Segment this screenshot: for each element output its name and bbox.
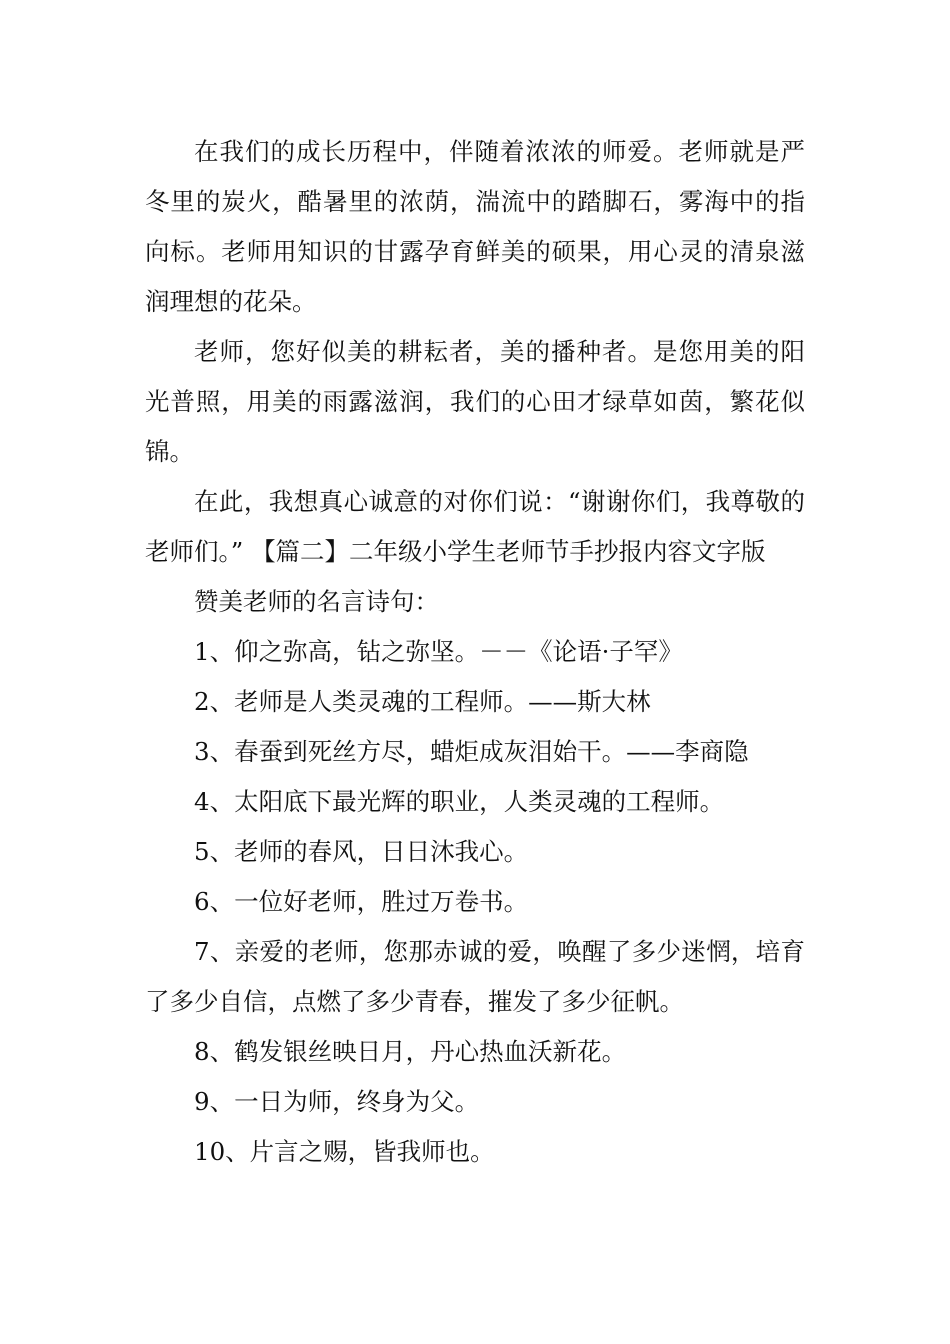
quote-item-9: 9、一日为师，终身为父。 [194,1087,480,1116]
quote-item-3: 3、春蚕到死丝方尽，蜡炬成灰泪始干。——李商隐 [194,737,749,766]
quotes-heading: 赞美老师的名言诗句： [194,587,439,616]
quote-item-1: 1、仰之弥高，钻之弥坚。－－《论语·子罕》 [194,637,683,666]
paragraph-teacher-cultivator: 老师，您好似美的耕耘者，美的播种者。是您用美的阳光普照，用美的雨露滋润，我们的心田才绿草如茵，繁花似锦。 [145,337,805,466]
quote-item-6: 6、一位好老师，胜过万卷书。 [194,887,529,916]
paragraph-thanks-and-section-title: 在此，我想真心诚意的对你们说：“谢谢你们，我尊敬的老师们。” 【篇二】二年级小学生老师节手抄报内容文字版 [145,487,805,566]
quote-item-8: 8、鹤发银丝映日月，丹心热血沃新花。 [194,1037,627,1066]
quote-item-10: 10、片言之赐，皆我师也。 [194,1137,495,1166]
quote-item-5: 5、老师的春风，日日沐我心。 [194,837,529,866]
quote-item-4: 4、太阳底下最光辉的职业，人类灵魂的工程师。 [194,787,725,816]
paragraph-teacher-love: 在我们的成长历程中，伴随着浓浓的师爱。老师就是严冬里的炭火，酷暑里的浓荫，湍流中的踏脚石，雾海中的指向标。老师用知识的甘露孕育鲜美的硕果，用心灵的清泉滋润理想的花朵。 [145,137,805,316]
quote-item-2: 2、老师是人类灵魂的工程师。——斯大林 [194,687,651,716]
quote-item-7: 7、亲爱的老师，您那赤诚的爱，唤醒了多少迷惘，培育了多少自信，点燃了多少青春，摧发了多少征帆。 [145,937,805,1016]
document-body [145,127,805,1177]
